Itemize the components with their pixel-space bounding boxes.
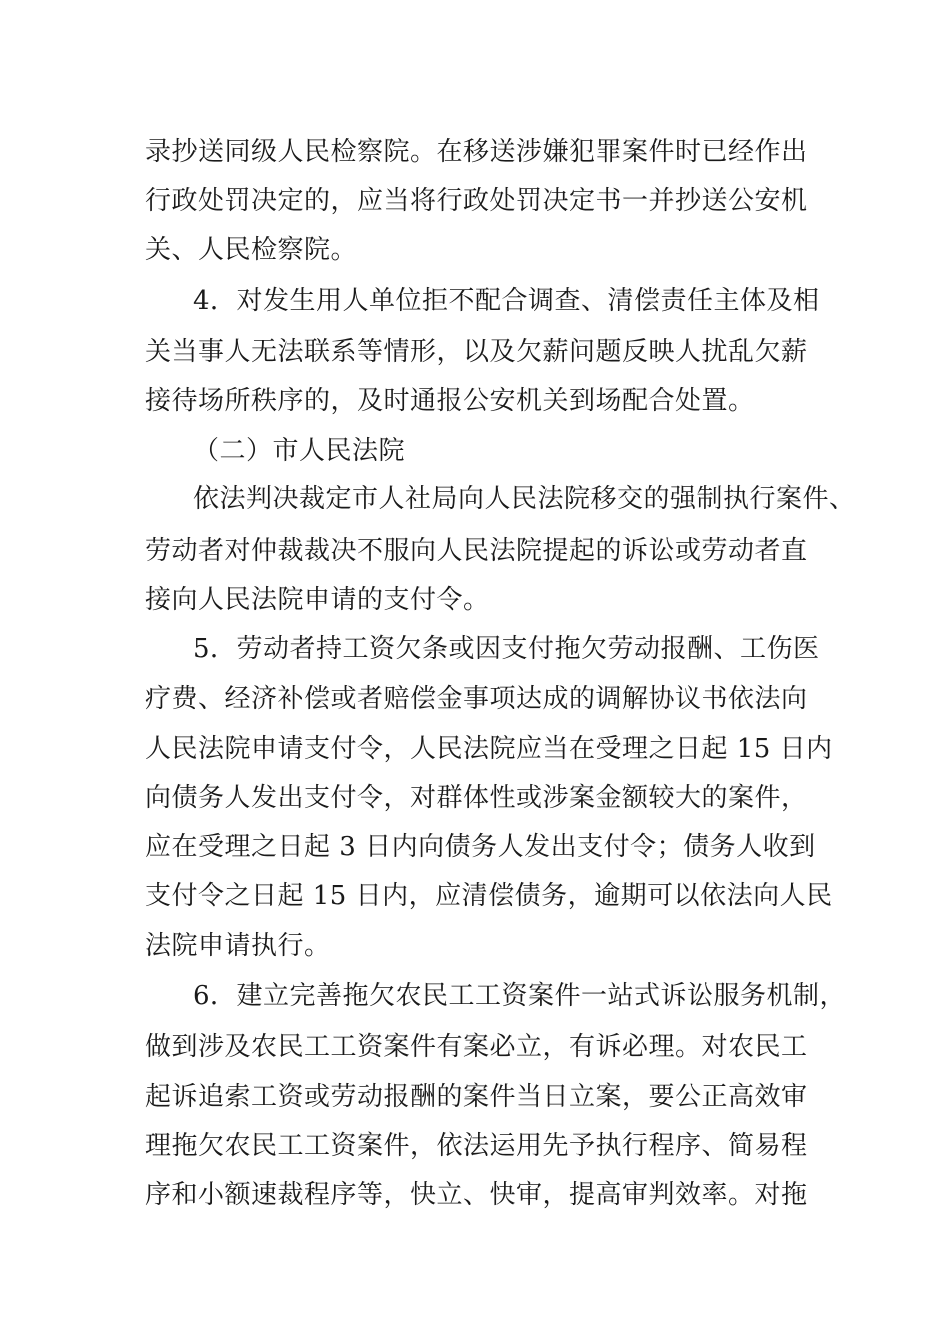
text-line: 做到涉及农民工工资案件有案必立，有诉必理。对农民工 (145, 1032, 808, 1062)
paragraph-4-start: 4．对发生用人单位拒不配合调查、清偿责任主体及相 (193, 286, 820, 316)
text-line: 序和小额速裁程序等，快立、快审，提高审判效率。对拖 (145, 1180, 808, 1210)
paragraph-5-start: 5．劳动者持工资欠条或因支付拖欠劳动报酬、工伤医 (193, 634, 820, 664)
text-line: 关、人民检察院。 (145, 235, 358, 265)
text-line: 法院申请执行。 (145, 931, 331, 961)
text-line: 录抄送同级人民检察院。在移送涉嫌犯罪案件时已经作出 (145, 137, 808, 167)
text-line: 应在受理之日起 3 日内向债务人发出支付令；债务人收到 (145, 832, 816, 862)
text-line: 疗费、经济补偿或者赔偿金事项达成的调解协议书依法向 (145, 684, 808, 714)
text-line: 关当事人无法联系等情形，以及欠薪问题反映人扰乱欠薪 (145, 337, 808, 367)
text-line: 接向人民法院申请的支付令。 (145, 585, 490, 615)
paragraph-6-start: 6．建立完善拖欠农民工工资案件一站式诉讼服务机制， (193, 981, 847, 1011)
text-line: 人民法院申请支付令，人民法院应当在受理之日起 15 日内 (145, 734, 833, 764)
text-line: 行政处罚决定的，应当将行政处罚决定书一并抄送公安机 (145, 186, 808, 216)
text-line: 支付令之日起 15 日内，应清偿债务，逾期可以依法向人民 (145, 881, 833, 911)
section-heading-court: （二）市人民法院 (193, 436, 406, 466)
text-line: 向债务人发出支付令，对群体性或涉案金额较大的案件， (145, 783, 808, 813)
text-line: 劳动者对仲裁裁决不服向人民法院提起的诉讼或劳动者直 (145, 536, 808, 566)
text-line: 接待场所秩序的，及时通报公安机关到场配合处置。 (145, 386, 755, 416)
paragraph-court-start: 依法判决裁定市人社局向人民法院移交的强制执行案件、 (193, 484, 856, 514)
text-line: 起诉追索工资或劳动报酬的案件当日立案，要公正高效审 (145, 1082, 808, 1112)
text-line: 理拖欠农民工工资案件，依法运用先予执行程序、简易程 (145, 1131, 808, 1161)
